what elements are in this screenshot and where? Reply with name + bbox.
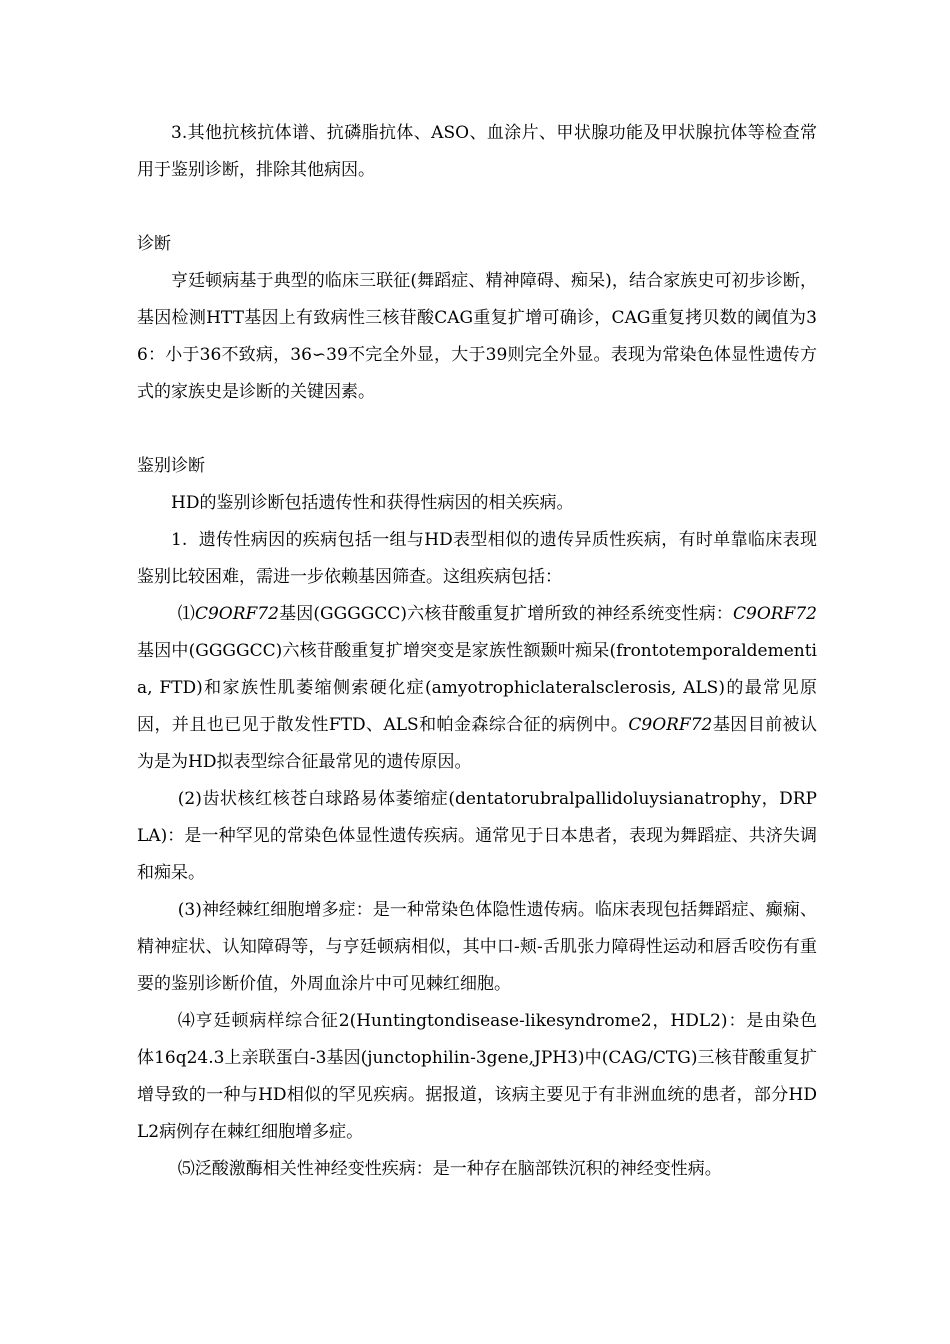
paragraph-hdl2: ⑷亨廷顿病样综合征2(Huntingtondisease-likesyndrome2，HDL2)：是由染色体16q24.3上亲联蛋白-3基因(junctophilin-3gene,JPH3)中(CAG/CTG)三核苷酸重复扩增导致的一种与HD相似的罕见疾病。据报道，该病主要见于有非洲血统的患者，部分HDL2病例存在棘红细胞增多症。 [137,1011,817,1142]
c9orf72-text-3: 基因目前被认为是为HD拟表型综合征最常见的遗传原因。 [137,715,818,772]
gene-name-c9orf72: C9ORF72 [733,604,817,624]
document-body [137,115,817,1188]
paragraph-other-tests: 3.其他抗核抗体谱、抗磷脂抗体、ASO、血涂片、甲状腺功能及甲状腺抗体等检查常用于鉴别诊断，排除其他病因。 [137,123,817,180]
c9orf72-text-1: 基因(GGGGCC)六核苷酸重复扩增所致的神经系统变性病： [278,604,733,624]
spacer [137,189,817,226]
gene-name-c9orf72: C9ORF72 [628,715,713,735]
paragraph-pkan: ⑸泛酸激酶相关性神经变性疾病：是一种存在脑部铁沉积的神经变性病。 [177,1159,722,1179]
spacer [137,411,817,448]
paragraph-c9orf72 [137,596,817,781]
c9orf72-text-2: 基因中(GGGGCC)六核苷酸重复扩增突变是家族性额颞叶痴呆(frontotemporaldementia, FTD)和家族性肌萎缩侧索硬化症(amyotrophiclateralsclerosis, ALS)的最常见原因，并且也已见于散发性FTD、ALS和帕金森综合征的病例中。 [137,641,817,735]
paragraph-differential-intro: HD的鉴别诊断包括遗传性和获得性病因的相关疾病。 [171,493,574,513]
item-number: ⑴ [177,604,195,624]
paragraph-hereditary-causes: 1. 遗传性病因的疾病包括一组与HD表型相似的遗传异质性疾病，有时单靠临床表现鉴别比较困难，需进一步依赖基因筛查。这组疾病包括： [137,530,817,587]
paragraph-neuroacanthocytosis: (3)神经棘红细胞增多症：是一种常染色体隐性遗传病。临床表现包括舞蹈症、癫痫、精神症状、认知障碍等，与亨廷顿病相似，其中口-颊-舌肌张力障碍性运动和唇舌咬伤有重要的鉴别诊断价值，外周血涂片中可见棘红细胞。 [137,900,817,994]
heading-differential-diagnosis: 鉴别诊断 [137,456,205,476]
heading-diagnosis: 诊断 [137,234,171,254]
paragraph-drpla: (2)齿状核红核苍白球路易体萎缩症(dentatorubralpallidoluysianatrophy，DRPLA)：是一种罕见的常染色体显性遗传疾病。通常见于日本患者，表现为舞蹈症、共济失调和痴呆。 [137,789,817,883]
paragraph-diagnosis: 亨廷顿病基于典型的临床三联征(舞蹈症、精神障碍、痴呆)，结合家族史可初步诊断，基因检测HTT基因上有致病性三核苷酸CAG重复扩增可确诊，CAG重复拷贝数的阈值为36：小于36不致病，36∽39不完全外显，大于39则完全外显。表现为常染色体显性遗传方式的家族史是诊断的关键因素。 [137,271,817,402]
gene-name-c9orf72: C9ORF72 [194,604,279,624]
